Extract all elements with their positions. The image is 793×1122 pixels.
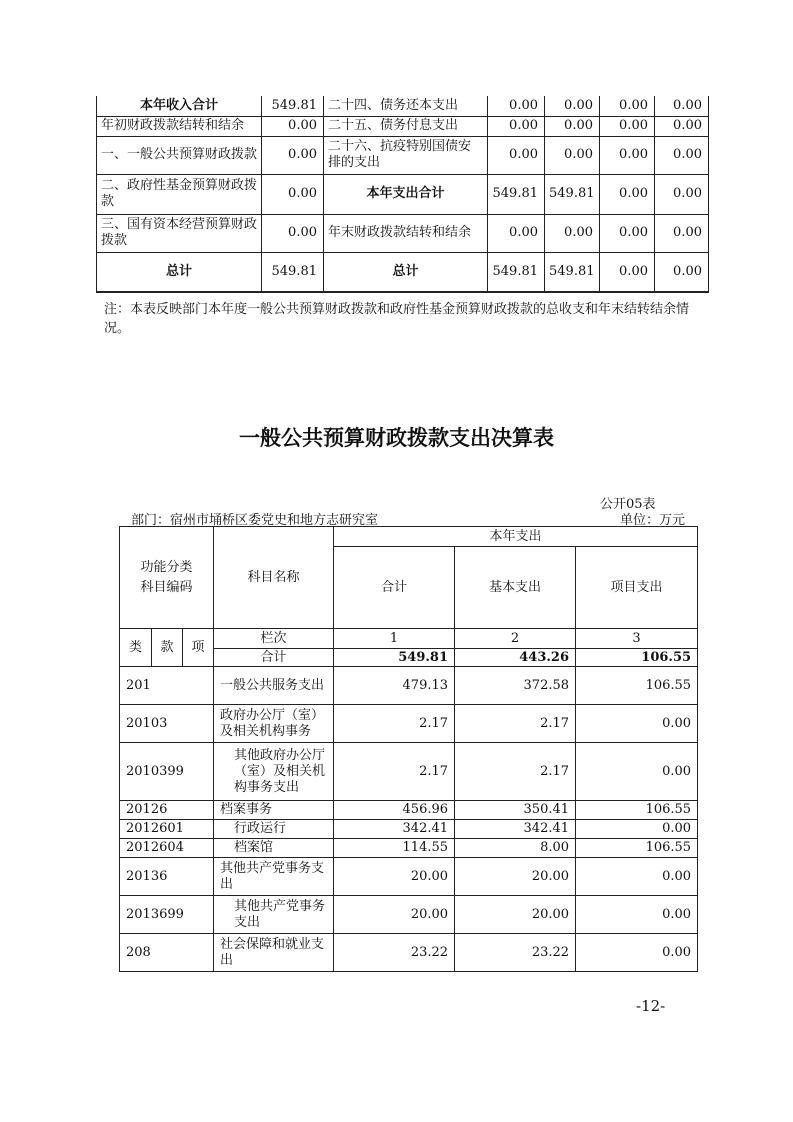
value-cell: 0.00 — [545, 96, 600, 116]
value-cell: 0.00 — [488, 136, 545, 174]
amount-cell: 0.00 — [262, 116, 324, 136]
table-row — [120, 820, 698, 839]
value-cell: 0.00 — [545, 136, 600, 174]
value-cell: 0.00 — [655, 214, 709, 252]
project-cell: 106.55 — [576, 839, 698, 858]
name-cell: 档案馆 — [214, 839, 334, 858]
table-row — [97, 214, 709, 252]
value-cell: 549.81 — [545, 252, 600, 292]
table-row — [120, 743, 698, 801]
expense-label: 年末财政拨款结转和结余 — [324, 214, 488, 252]
basic-cell: 20.00 — [455, 896, 576, 934]
row-label: 二、政府性基金预算财政拨款 — [97, 174, 262, 214]
total-cell: 479.13 — [334, 667, 455, 705]
lei-header: 类 — [120, 629, 152, 667]
amount-cell: 0.00 — [262, 214, 324, 252]
project-cell: 0.00 — [576, 858, 698, 896]
table-row — [97, 136, 709, 174]
total-cell: 549.81 — [334, 649, 455, 667]
row-label: 总计 — [97, 252, 262, 292]
summary-table — [96, 96, 709, 293]
code-cell: 2012604 — [120, 839, 214, 858]
project-cell: 106.55 — [576, 801, 698, 820]
name-cell: 档案事务 — [214, 801, 334, 820]
name-cell: 社会保障和就业支出 — [214, 934, 334, 972]
expense-label: 总计 — [324, 252, 488, 292]
total-cell: 2.17 — [334, 743, 455, 801]
total-cell: 456.96 — [334, 801, 455, 820]
basic-cell: 443.26 — [455, 649, 576, 667]
project-cell: 106.55 — [576, 667, 698, 705]
value-cell: 0.00 — [600, 214, 655, 252]
total-cell: 342.41 — [334, 820, 455, 839]
project-cell: 0.00 — [576, 896, 698, 934]
table-row — [120, 934, 698, 972]
code-cell: 20103 — [120, 705, 214, 743]
page-title: 一般公共预算财政拨款支出决算表 — [239, 426, 554, 450]
basic-cell: 350.41 — [455, 801, 576, 820]
basic-header: 基本支出 — [455, 547, 576, 629]
value-cell: 0.00 — [600, 174, 655, 214]
col-number: 3 — [576, 629, 698, 649]
value-cell: 0.00 — [600, 252, 655, 292]
amount-cell: 549.81 — [262, 252, 324, 292]
total-cell: 20.00 — [334, 896, 455, 934]
table-row — [97, 174, 709, 214]
basic-cell: 2.17 — [455, 705, 576, 743]
department-label: 部门：宿州市埇桥区委党史和地方志研究室 — [131, 513, 379, 528]
row-label: 三、国有资本经营预算财政拨款 — [97, 214, 262, 252]
name-cell: 其他政府办公厅（室）及相关机构事务支出 — [214, 743, 334, 801]
value-cell: 0.00 — [600, 116, 655, 136]
func-class-header: 功能分类 科目编码 — [120, 527, 214, 629]
unit-label: 单位：万元 — [620, 513, 686, 528]
name-cell: 其他共产党事务支出 — [214, 858, 334, 896]
basic-cell: 20.00 — [455, 858, 576, 896]
table-row — [120, 801, 698, 820]
expense-label: 二十四、债务还本支出 — [324, 96, 488, 116]
col-number: 1 — [334, 629, 455, 649]
name-cell: 政府办公厅（室）及相关机构事务 — [214, 705, 334, 743]
row-label: 本年收入合计 — [97, 96, 262, 116]
code-cell: 2010399 — [120, 743, 214, 801]
table-row — [97, 116, 709, 136]
name-cell: 一般公共服务支出 — [214, 667, 334, 705]
basic-cell: 372.58 — [455, 667, 576, 705]
value-cell: 0.00 — [655, 96, 709, 116]
xiang-header: 项 — [183, 629, 214, 667]
code-cell: 201 — [120, 667, 214, 705]
table-row — [120, 667, 698, 705]
code-cell: 2012601 — [120, 820, 214, 839]
expense-label: 二十五、债务付息支出 — [324, 116, 488, 136]
table-row — [120, 839, 698, 858]
value-cell: 0.00 — [655, 136, 709, 174]
table-row — [97, 96, 709, 116]
code-cell: 20136 — [120, 858, 214, 896]
value-cell: 0.00 — [488, 214, 545, 252]
code-cell: 20126 — [120, 801, 214, 820]
header-row — [120, 527, 698, 547]
code-cell: 208 — [120, 934, 214, 972]
value-cell: 0.00 — [655, 116, 709, 136]
page-number: -12- — [636, 997, 666, 1015]
total-cell: 114.55 — [334, 839, 455, 858]
value-cell: 0.00 — [545, 214, 600, 252]
value-cell: 0.00 — [655, 252, 709, 292]
kuan-header: 款 — [152, 629, 183, 667]
value-cell: 0.00 — [600, 136, 655, 174]
expense-label: 二十六、抗疫特别国债安排的支出 — [324, 136, 488, 174]
total-header: 合计 — [334, 547, 455, 629]
table-number: 公开05表 — [600, 497, 656, 512]
value-cell: 0.00 — [600, 96, 655, 116]
row-label: 年初财政拨款结转和结余 — [97, 116, 262, 136]
expenditure-table — [119, 526, 698, 972]
project-cell: 0.00 — [576, 820, 698, 839]
basic-cell: 342.41 — [455, 820, 576, 839]
table-note: 注：本表反映部门本年度一般公共预算财政拨款和政府性基金预算财政拨款的总收支和年末结转结余情况。 — [104, 302, 690, 336]
amount-cell: 0.00 — [262, 174, 324, 214]
table-row — [97, 252, 709, 292]
name-cell: 其他共产党事务支出 — [214, 896, 334, 934]
value-cell: 549.81 — [488, 252, 545, 292]
name-cell: 行政运行 — [214, 820, 334, 839]
subject-name-header: 科目名称 — [214, 527, 334, 629]
table-row — [120, 705, 698, 743]
value-cell: 0.00 — [545, 116, 600, 136]
code-cell: 2013699 — [120, 896, 214, 934]
project-cell: 106.55 — [576, 649, 698, 667]
expense-label: 本年支出合计 — [324, 174, 488, 214]
table-row — [120, 858, 698, 896]
project-cell: 0.00 — [576, 743, 698, 801]
value-cell: 0.00 — [488, 96, 545, 116]
basic-cell: 8.00 — [455, 839, 576, 858]
basic-cell: 2.17 — [455, 743, 576, 801]
value-cell: 549.81 — [488, 174, 545, 214]
total-cell: 20.00 — [334, 858, 455, 896]
row-label: 一、一般公共预算财政拨款 — [97, 136, 262, 174]
col-order-header: 栏次 — [214, 629, 334, 649]
total-cell: 2.17 — [334, 705, 455, 743]
value-cell: 549.81 — [545, 174, 600, 214]
value-cell: 0.00 — [488, 116, 545, 136]
amount-cell: 549.81 — [262, 96, 324, 116]
project-header: 项目支出 — [576, 547, 698, 629]
basic-cell: 23.22 — [455, 934, 576, 972]
header-row — [120, 629, 698, 649]
project-cell: 0.00 — [576, 705, 698, 743]
total-label: 合计 — [214, 649, 334, 667]
project-cell: 0.00 — [576, 934, 698, 972]
amount-cell: 0.00 — [262, 136, 324, 174]
table-row — [120, 896, 698, 934]
this-year-header: 本年支出 — [334, 527, 698, 547]
col-number: 2 — [455, 629, 576, 649]
value-cell: 0.00 — [655, 174, 709, 214]
total-cell: 23.22 — [334, 934, 455, 972]
